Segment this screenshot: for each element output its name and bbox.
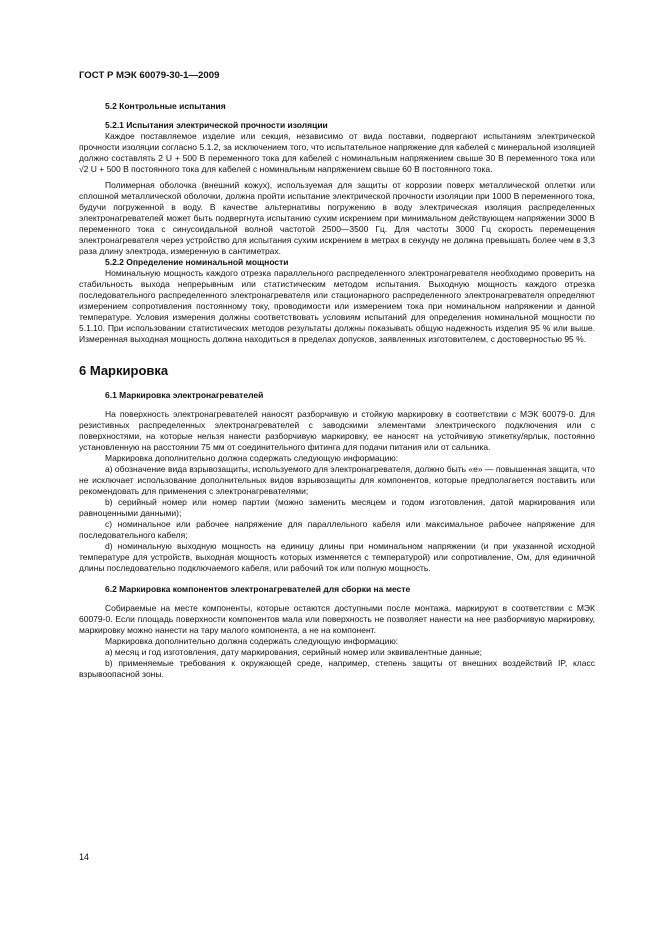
paragraph: На поверхность электронагревателей наносят разборчивую и стойкую маркировку в соответствии с МЭК 60079-0. Для резистивных распределенных электронагревателей с заводскими элементами электрического подключения или с поверхностями, на которые нельзя нанести разборчивую маркировку, ее наносят на устойчивую этикетку/ярлык, постоянно установленную на расстоянии 75 мм от соединительного фитинга для подачи питания или от сальника. bbox=[79, 409, 595, 452]
paragraph: Каждое поставляемое изделие или секция, независимо от вида поставки, подвергают испытаниям электрической прочности изоляции согласно 5.1.2, за исключением того, что испытательное напряжение для кабелей с минеральной изоляцией должно составлять 2 U + 500 В переменного тока для кабелей с номинальным напряжением свыше 30 В переменного тока или √2 U + 500 В постоянного тока для кабелей с номинальным напряжением свыше 60 В постоянного тока. bbox=[79, 131, 595, 174]
list-item: а) обозначение вида взрывозащиты, используемого для электронагревателя, должно быть «е» — повышенная защита, что не исключает использование дополнительных видов взрывозащиты для компонентов, которые предполагается поставить или рекомендовать для применения с электронагревателями; bbox=[79, 464, 595, 496]
list-item: b) серийный номер или номер партии (можно заменить месяцем и годом изготовления, датой маркирования или равноценными данными); bbox=[79, 497, 595, 518]
section-6-1-heading: 6.1 Маркировка электронагревателей bbox=[105, 390, 264, 400]
list-item: b) применяемые требования к окружающей среде, например, степень защиты от внешних воздействий IP, класс взрывоопасной зоны. bbox=[79, 658, 595, 679]
list-item: а) месяц и год изготовления, дату маркирования, серийный номер или эквивалентные данные; bbox=[105, 647, 483, 657]
section-6-heading: 6 Маркировка bbox=[79, 363, 169, 378]
paragraph: Полимерная оболочка (внешний кожух), используемая для защиты от коррозии поверх металлической оплетки или сплошной металлической оболочки, должна пройти испытание электрической прочности изоляции при 1000 В переменного тока, будучи погруженной в воду. В качестве альтернативы погружению в воду электрическая изоляция распределенных электронагревателей может быть подвергнута испытанию сухим искрением при минимальном действующем напряжении 3000 В переменного тока с синусоидальной волной частотой 2500—3500 Гц. Для частоты 3000 Гц скорость перемещения электронагревателя через устройство для испытания сухим искрением в метрах в секунду не должна превышать более чем в 3,3 раза длину электрода, измеренную в сантиметрах. bbox=[79, 180, 595, 256]
section-6-2-heading: 6.2 Маркировка компонентов электронагревателей для сборки на месте bbox=[105, 584, 411, 594]
section-5-2-2-heading: 5.2.2 Определение номинальной мощности bbox=[105, 257, 289, 267]
section-5-2-1-heading: 5.2.1 Испытания электрической прочности изоляции bbox=[105, 120, 328, 130]
document-header: ГОСТ Р МЭК 60079-30-1—2009 bbox=[79, 70, 220, 81]
section-5-2-heading: 5.2 Контрольные испытания bbox=[105, 101, 226, 111]
list-item: с) номинальное или рабочее напряжение для параллельного кабеля или максимальное рабочее напряжение для последовательного кабеля; bbox=[79, 519, 595, 540]
paragraph: Номинальную мощность каждого отрезка параллельного распределенного электронагревателя необходимо проверить на стабильность выхода непрерывным или статистическим методом испытания. Выходную мощность каждого отрезка последовательного распределенного электронагревателя или стационарного распределенного электронагревателя определяют измерением сопротивления постоянному току, проводимости или измерением тока при номинальном напряжении и данной температуре. Условия измерения должны соответствовать условиям испытаний для определения номинальной мощности по 5.1.10. При использовании статистических методов результаты должны показывать общую надежность изделия 95 % или выше. Измеренная выходная мощность должна находиться в пределах допусков, заявленных изготовителем, с достоверностью 95 %. bbox=[79, 268, 595, 344]
list-item: d) номинальную выходную мощность на единицу длины при номинальном напряжении (и при указанной исходной температуре для устройств, выходная мощность которых изменяется с температурой) или сопротивление, Ом, для единичной длины последовательно подключаемого кабеля, или рабочий ток или полную мощность. bbox=[79, 541, 595, 573]
paragraph: Маркировка дополнительно должна содержать следующую информацию: bbox=[105, 636, 399, 646]
page-number: 14 bbox=[79, 852, 90, 862]
paragraph: Маркировка дополнительно должна содержать следующую информацию: bbox=[105, 453, 399, 463]
paragraph: Собираемые на месте компоненты, которые остаются доступными после монтажа, маркируют в соответствии с МЭК 60079-0. Если площадь поверхности компонентов мала или поверхность не позволяет нанести на нее разборчивую маркировку, маркировку можно нанести на тару малого компонента, а не на компонент. bbox=[79, 603, 595, 635]
